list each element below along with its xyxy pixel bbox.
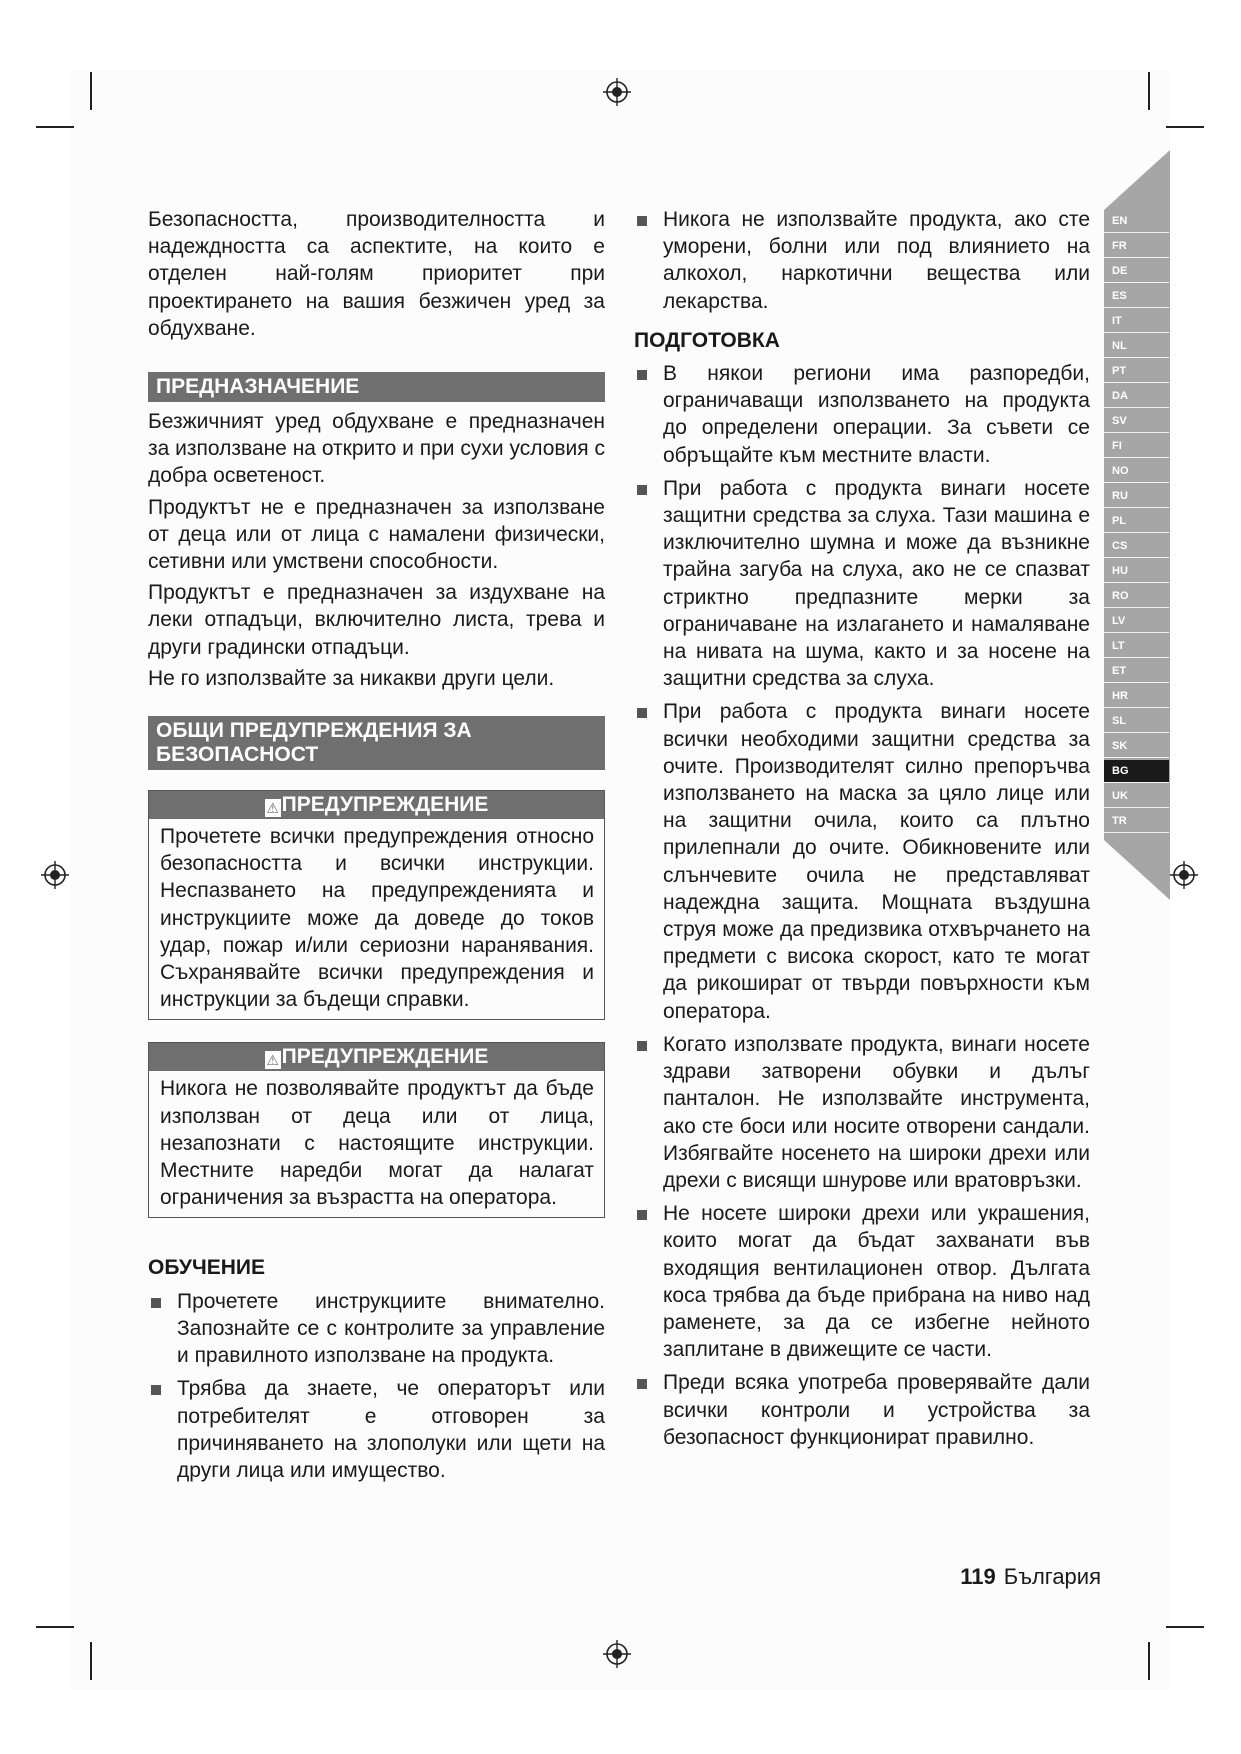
warning-header	[149, 1043, 604, 1071]
language-tab-tr[interactable]: TR	[1104, 810, 1169, 833]
language-tab-fi[interactable]: FI	[1104, 435, 1169, 458]
purpose-paragraph: Продуктът не е предназначен за използване от деца или от лица с намалени физически, сетивни или умствени способности.	[148, 495, 605, 574]
language-tab-hu[interactable]: HU	[1104, 560, 1169, 583]
crop-mark	[36, 126, 74, 128]
language-tab-hr[interactable]: HR	[1104, 685, 1169, 708]
warning-title: ПРЕДУПРЕЖДЕНИЕ	[281, 793, 489, 817]
warning-box	[148, 1042, 605, 1218]
preparation-heading: ПОДГОТОВКА	[634, 328, 780, 352]
language-tab-es[interactable]: ES	[1104, 285, 1169, 308]
language-tab-ro[interactable]: RO	[1104, 585, 1169, 608]
language-tab-et[interactable]: ET	[1104, 660, 1169, 683]
language-tab-sl[interactable]: SL	[1104, 710, 1169, 733]
list-item: Никога не използвайте продукта, ако сте уморени, болни или под влиянието на алкохол, наркотични вещества или лекарства.	[634, 206, 1090, 315]
purpose-paragraph: Безжичният уред обдухване е предназначен за използване на открито и при сухи условия с добра осветеност.	[148, 410, 605, 488]
language-tabs	[1104, 150, 1170, 900]
list-item: При работа с продукта винаги носете всички необходими защитни средства за очите. Производителят силно препоръчва използването на маска за цяло лице или на защитни очила, които са плътно прилепнали до очите. Обикновените или слънчевите очила не представляват надеждна защита. Мощната въздушна струя може да предизвика отхвърчането на предмети с висока скорост, като те могат да рикошират от твърди повърхности към оператора.	[634, 698, 1090, 1024]
list-item: В някои региони има разпоредби, ограничаващи използването на продукта до определени операции. За съвети се обръщайте към местните власти.	[634, 360, 1090, 469]
list-item: При работа с продукта винаги носете защитни средства за слуха. Тази машина е изключително шумна и може да възникне трайна загуба на слуха, ако не се спазват стриктно предпазните мерки за ограничаване на излагането и намаляване на нивата на шума, както и за носене на защитни средства за слуха.	[634, 475, 1090, 693]
language-tab-lt[interactable]: LT	[1104, 635, 1169, 658]
right-column	[634, 206, 1090, 1457]
purpose-paragraph: Не го използвайте за никакви други цели.	[148, 666, 555, 690]
page-footer	[960, 1564, 1101, 1590]
crop-mark	[90, 1642, 92, 1680]
list-item: Преди всяка употреба проверявайте дали всички контроли и устройства за безопасност функционират правилно.	[634, 1369, 1090, 1451]
crop-mark	[1166, 126, 1204, 128]
purpose-paragraph: Продуктът е предназначен за издухване на леки отпадъци, включително листа, трева и други градински отпадъци.	[148, 581, 605, 659]
safety-list	[634, 206, 1090, 315]
warning-header	[149, 791, 604, 819]
warning-icon: ⚠	[266, 1052, 279, 1069]
warning-text: Никога не позволявайте продуктът да бъде използван от деца или от лица, незапознати с настоящите инструкции. Местните наредби могат да налагат ограничения за възрастта на оператора.	[160, 1077, 594, 1210]
language-tab-bg[interactable]: BG	[1104, 760, 1169, 783]
general-safety-heading: ОБЩИ ПРЕДУПРЕЖДЕНИЯ ЗА БЕЗОПАСНОСТ	[148, 716, 605, 770]
language-tab-pt[interactable]: PT	[1104, 360, 1169, 383]
preparation-list	[634, 360, 1090, 1451]
warning-icon: ⚠	[266, 800, 279, 817]
crop-mark	[1148, 72, 1150, 110]
language-tab-en[interactable]: EN	[1104, 210, 1169, 233]
language-tab-fr[interactable]: FR	[1104, 235, 1169, 258]
registration-mark-icon	[603, 1640, 631, 1668]
footer-country: България	[1003, 1564, 1101, 1589]
language-tab-ru[interactable]: RU	[1104, 485, 1169, 508]
crop-mark	[1166, 1626, 1204, 1628]
crop-mark	[90, 72, 92, 110]
language-tab-it[interactable]: IT	[1104, 310, 1169, 333]
language-tab-cs[interactable]: CS	[1104, 535, 1169, 558]
language-tab-sv[interactable]: SV	[1104, 410, 1169, 433]
language-tab-de[interactable]: DE	[1104, 260, 1169, 283]
training-list	[148, 1288, 605, 1484]
language-tab-lv[interactable]: LV	[1104, 610, 1169, 633]
training-heading: ОБУЧЕНИЕ	[148, 1256, 265, 1280]
list-item: Когато използвате продукта, винаги носете здрави затворени обувки и дълъг панталон. Не използвайте инструмента, ако сте боси или носите отворени сандали. Избягвайте носенето на широки дрехи или дрехи с висящи шнурове или вратовръзки.	[634, 1031, 1090, 1194]
language-tab-no[interactable]: NO	[1104, 460, 1169, 483]
language-tab-uk[interactable]: UK	[1104, 785, 1169, 808]
intro-paragraph: Безопасността, производителността и надеждността са аспектите, на които е отделен най-голям приоритет при проектирането на вашия безжичен уред за обдухване.	[148, 208, 605, 340]
language-tab-da[interactable]: DA	[1104, 385, 1169, 408]
list-item: Трябва да знаете, че операторът или потребителят е отговорен за причиняването на злополуки или щети на други лица или имущество.	[148, 1375, 605, 1484]
registration-mark-icon	[41, 861, 69, 889]
page-number: 119	[960, 1564, 996, 1589]
crop-mark	[1148, 1642, 1150, 1680]
left-column	[148, 206, 605, 1490]
list-item: Не носете широки дрехи или украшения, които могат да бъдат захванати във входящия вентилационен отвор. Дългата коса трябва да бъде прибрана на ниво над раменете, за да се избегне нейното заплитане в движещите се части.	[634, 1200, 1090, 1363]
purpose-heading: ПРЕДНАЗНАЧЕНИЕ	[148, 372, 605, 402]
crop-mark	[36, 1626, 74, 1628]
registration-mark-icon	[1170, 861, 1198, 889]
language-tab-sk[interactable]: SK	[1104, 735, 1169, 758]
warning-text: Прочетете всички предупреждения относно безопасността и всички инструкции. Неспазването на предупрежденията и инструкциите може да доведе до токов удар, пожар и/или сериозни наранявания. Съхранявайте всички предупреждения и инструкции за бъдещи справки.	[160, 825, 594, 1012]
warning-box	[148, 790, 605, 1020]
registration-mark-icon	[603, 78, 631, 106]
warning-title: ПРЕДУПРЕЖДЕНИЕ	[281, 1045, 489, 1069]
language-tab-nl[interactable]: NL	[1104, 335, 1169, 358]
list-item: Прочетете инструкциите внимателно. Запознайте се с контролите за управление и правилното използване на продукта.	[148, 1288, 605, 1370]
language-tab-pl[interactable]: PL	[1104, 510, 1169, 533]
